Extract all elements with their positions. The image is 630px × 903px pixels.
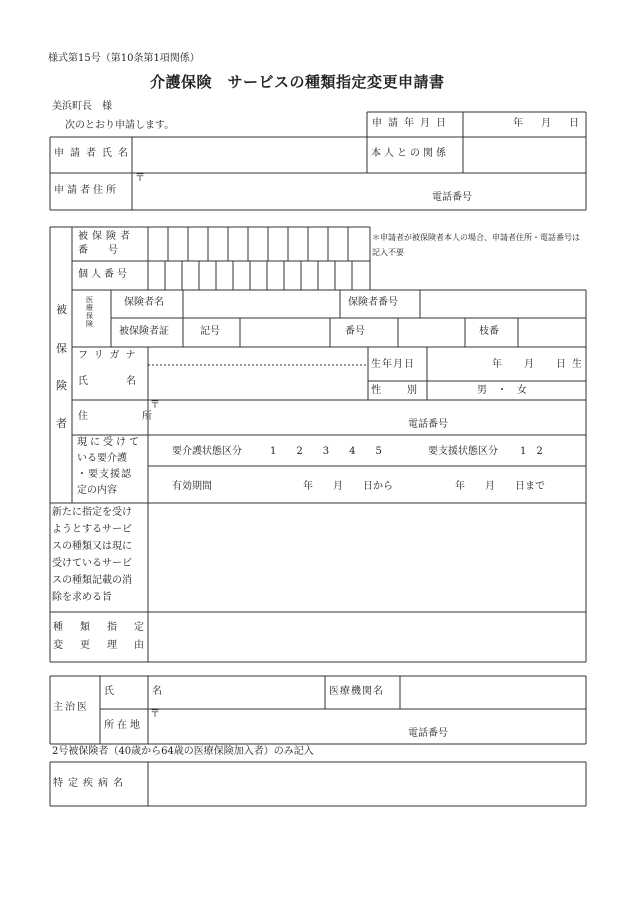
service-label-line-2: ようとするサービ	[52, 524, 132, 535]
insured-number-label-2: 番 号	[78, 245, 118, 256]
insured-phone-label: 電話番号	[408, 419, 448, 430]
doctor-phone-label: 電話番号	[408, 728, 448, 739]
card-number-label: 番号	[345, 326, 365, 337]
care-level-label: 要介護状態区分	[172, 446, 242, 457]
validity-label: 有効期間	[172, 481, 212, 492]
care-level-options[interactable]: 1 2 3 4 5	[270, 446, 382, 457]
validity-from[interactable]: 年 月 日から	[303, 481, 393, 492]
applicant-phone-label: 電話番号	[432, 192, 472, 203]
hospital-field[interactable]	[401, 677, 585, 708]
reason-label-1: 種類指定	[53, 622, 161, 633]
applicant-postal-mark: 〒	[135, 173, 145, 184]
doctor-name-label: 氏 名	[104, 686, 176, 697]
doctor-address-label: 所在地	[104, 720, 143, 731]
furigana-field[interactable]	[149, 348, 367, 364]
doctor-name-field[interactable]	[149, 677, 324, 708]
insured-number-note: ＊申請者が被保険者本人の場合、申請者住所・電話番号は記入不要	[372, 233, 580, 257]
reason-label-2: 変更理由	[53, 640, 161, 651]
insurer-name-label: 保険者名	[124, 297, 164, 308]
insured-number-field[interactable]	[149, 228, 369, 260]
insurer-number-field[interactable]	[421, 291, 585, 317]
relation-label: 本人との関係	[371, 148, 449, 159]
disease-field[interactable]	[149, 763, 585, 805]
intro-text: 次のとおり申請します。	[65, 120, 175, 131]
insured-address-field[interactable]	[149, 401, 585, 434]
insurer-name-field[interactable]	[184, 291, 339, 317]
hospital-label: 医療機関名	[329, 686, 384, 697]
sex-options[interactable]: 男 ・ 女	[477, 385, 527, 396]
service-label-line-5: スの種類記載の消	[52, 575, 132, 586]
card-branch-field[interactable]	[519, 319, 585, 346]
doctor-postal-mark: 〒	[150, 709, 160, 720]
relation-field[interactable]	[464, 138, 585, 172]
insured-address-label: 住 所	[78, 411, 174, 422]
insured-side-char-2: 保	[56, 342, 67, 355]
card-symbol-field[interactable]	[241, 319, 329, 346]
care-label-line-3: ・要支援認	[77, 469, 132, 480]
applicant-address-field[interactable]	[133, 174, 585, 209]
applicant-name-field[interactable]	[133, 138, 366, 172]
personal-number-label: 個人番号	[78, 269, 130, 280]
medical-insurance-label: 医療保険	[86, 296, 93, 328]
care-label-line-2: いる要介護	[77, 453, 127, 464]
service-label-line-1: 新たに指定を受け	[52, 507, 132, 518]
service-label-line-3: スの種類又は現に	[52, 541, 132, 552]
addressee: 美浜町長 様	[52, 101, 112, 112]
support-level-options[interactable]: 1 2	[520, 446, 543, 457]
doctor-side-label: 主治医	[53, 702, 89, 713]
application-date-label: 申請年月日	[372, 118, 452, 129]
sex-label: 性 別	[371, 385, 425, 396]
furigana-label: フリガナ	[78, 350, 142, 361]
birthdate-blank: 年 月 日生	[492, 359, 588, 370]
care-label-line-4: 定の内容	[77, 485, 117, 496]
insured-side-char-3: 険	[56, 379, 67, 392]
application-date-blank: 年 月 日	[513, 118, 583, 129]
insured-name-field[interactable]	[149, 366, 367, 399]
card-number-field[interactable]	[399, 319, 464, 346]
form-number: 様式第15号（第10条第1項関係）	[48, 53, 200, 64]
doctor-address-field[interactable]	[149, 710, 585, 743]
page-title: 介護保険 サービスの種類指定変更申請書	[150, 73, 445, 91]
birthdate-label: 生年月日	[371, 359, 415, 370]
insured-name-label: 氏 名	[78, 376, 150, 387]
card-branch-label: 枝番	[479, 326, 499, 337]
service-label-line-6: 除を求める旨	[52, 592, 112, 603]
insured-postal-mark: 〒	[150, 400, 160, 411]
insurer-number-label: 保険者番号	[348, 297, 398, 308]
service-label-line-4: 受けているサービ	[52, 558, 132, 569]
support-level-label: 要支援状態区分	[428, 446, 498, 457]
insurance-card-label: 被保険者証	[119, 326, 169, 337]
applicant-name-label: 申請者氏名	[54, 148, 134, 159]
service-request-field[interactable]	[149, 504, 585, 611]
insured-side-char-1: 被	[56, 303, 67, 316]
care-label-line-1: 現に受けて	[77, 437, 142, 448]
reason-field[interactable]	[149, 613, 585, 661]
insured-number-label-1: 被保険者	[78, 231, 134, 242]
validity-to[interactable]: 年 月 日まで	[455, 481, 545, 492]
personal-number-field[interactable]	[149, 262, 369, 289]
card-symbol-label: 記号	[200, 326, 220, 337]
disease-label: 特定疾病名	[53, 778, 128, 789]
insured-side-char-4: 者	[56, 417, 67, 430]
secondary-insured-note: 2号被保険者（40歳から64歳の医療保険加入者）のみ記入	[52, 746, 314, 757]
applicant-address-label: 申請者住所	[54, 185, 119, 196]
